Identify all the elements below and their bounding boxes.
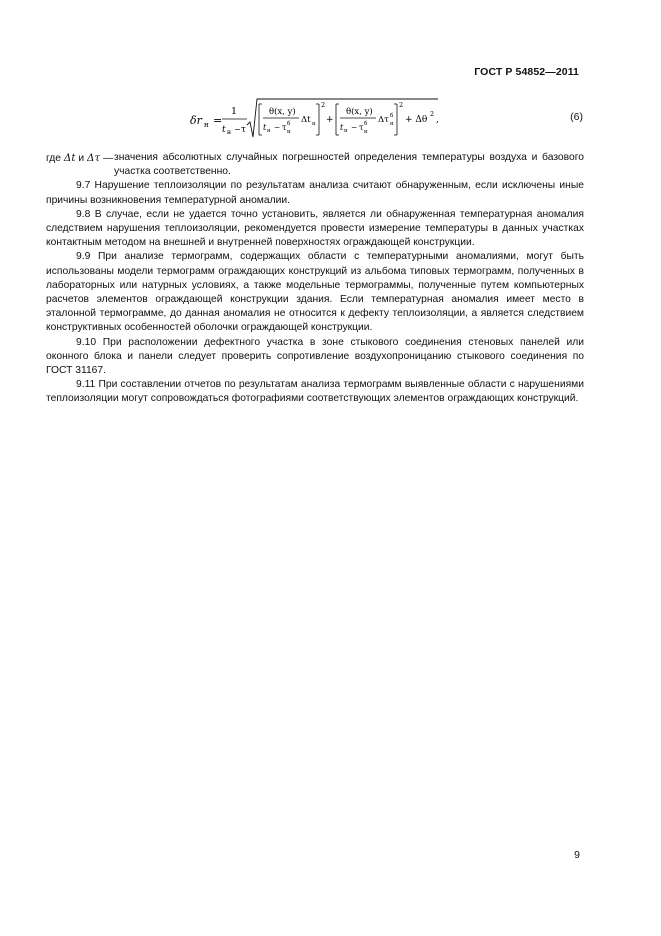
svg-text:б: б <box>390 113 394 119</box>
svg-text:−: − <box>351 123 358 132</box>
formula-equals: = <box>213 114 223 127</box>
svg-text:,: , <box>436 115 439 125</box>
svg-text:н: н <box>364 129 368 135</box>
svg-text:−: − <box>274 123 281 132</box>
paragraph-9-10: 9.10 При расположении дефектного участка в зоне стыкового соединения стеновых панелей или оконного блока и панели следует проверить сопротивление воздухопроницанию стыкового соединения по ГОСТ 31167. <box>46 336 584 377</box>
formula-plus: + <box>326 115 334 125</box>
formula-theta-1: θ(x, y) <box>269 107 296 117</box>
svg-text:2: 2 <box>430 110 435 118</box>
formula-delta-t: Δt <box>301 115 311 125</box>
where-clause <box>46 151 584 179</box>
formula-theta-2: θ(x, y) <box>346 107 373 117</box>
svg-text:2: 2 <box>321 101 326 109</box>
svg-text:t: t <box>263 123 267 132</box>
formula-6 <box>190 97 590 141</box>
svg-text:н: н <box>312 121 316 127</box>
svg-text:б: б <box>364 121 368 127</box>
where-lead: где Δt и Δτ — <box>46 152 114 164</box>
formula-one: 1 <box>231 106 238 117</box>
svg-text:н: н <box>390 121 394 127</box>
paragraph-9-8: 9.8 В случае, если не удается точно установить, является ли обнаруженная температурная аномалия следствием нарушения теплоизоляции, рекомендуется провести измерение температуры в данных участках контактным методом на внешней и внутренней поверхностях ограждающей конструкции. <box>46 208 584 249</box>
paragraph-9-9: 9.9 При анализе термограмм, содержащих области с температурными аномалиями, могут быть использованы модели термограмм ограждающих конструкций из альбома типовых термограмм, полученных в лабораторных или натурных условиях, а также модельные термограммы, полученные путем компьютерных расчетов элементов ограждающей конструкции здания. Если температурная аномалия имеет место в эталонной термограмме, до данная аномалия не относится к дефекту теплоизоляции, а является следствием конструктивных особенностей оболочки ограждающей конструкции. <box>46 251 584 334</box>
svg-text:2: 2 <box>399 101 404 109</box>
formula-tail: + Δθ <box>405 115 428 125</box>
formula-minus: − <box>234 125 241 134</box>
svg-text:τ: τ <box>282 123 287 132</box>
formula-lhs: δr <box>190 114 202 127</box>
paragraph-9-7: 9.7 Нарушение теплоизоляции по результатам анализа считают обнаруженным, если исключены иные причины возникновения температурной аномалии. <box>46 180 584 206</box>
svg-text:н: н <box>287 129 291 135</box>
paragraph-9-11: 9.11 При составлении отчетов по результатам анализа термограмм выявленные области с нарушениями теплоизоляции могут сопровождаться фотографиями соответствующих элементов ограждающих конструкций. <box>46 379 584 405</box>
page-number: 9 <box>574 849 580 861</box>
svg-text:н: н <box>344 128 348 134</box>
formula-delta-tau: Δτ <box>378 115 389 125</box>
equation-number: (6) <box>570 111 583 123</box>
svg-text:б: б <box>287 121 291 127</box>
document-body <box>46 151 584 407</box>
formula-t-sub: н <box>227 129 231 136</box>
document-header: ГОСТ Р 54852—2011 <box>474 66 579 78</box>
where-text: значения абсолютных случайных погрешностей определения температуры воздуха и базового участка соответственно. <box>114 152 584 178</box>
svg-text:н: н <box>267 128 271 134</box>
formula-tau: τ <box>241 125 246 135</box>
formula-lhs-sub: н <box>204 121 209 129</box>
formula-t: t <box>222 125 226 135</box>
svg-text:τ: τ <box>359 123 364 132</box>
svg-text:t: t <box>340 123 344 132</box>
